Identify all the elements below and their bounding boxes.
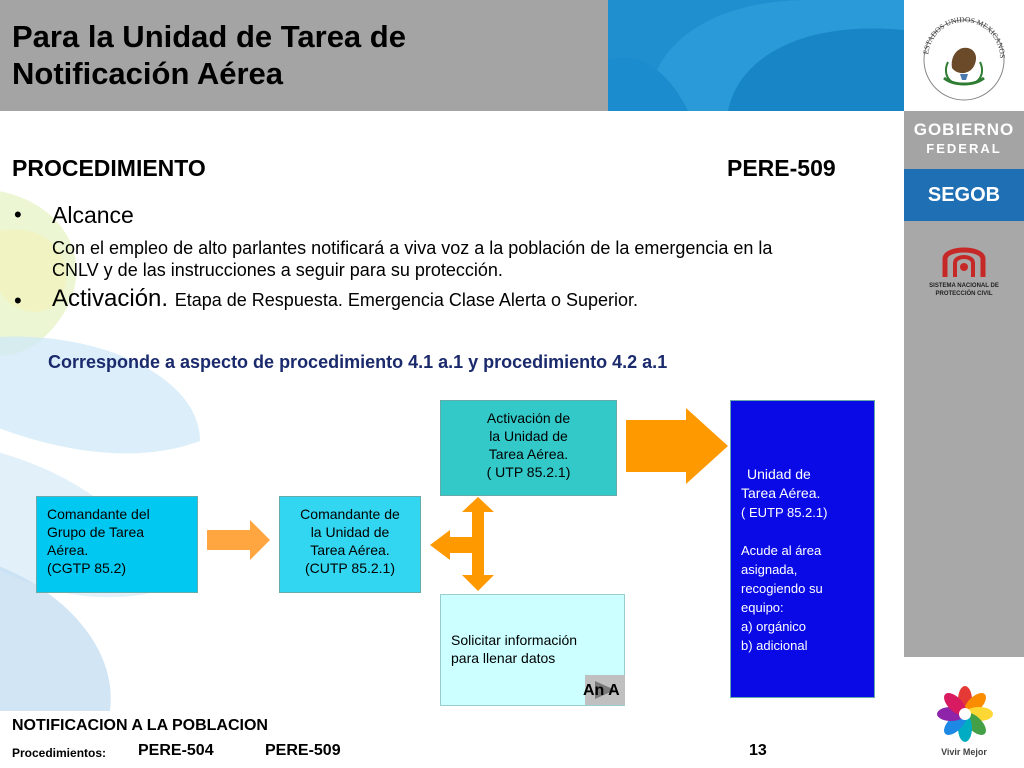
annex-a-label[interactable]: An A [583, 682, 620, 699]
eutp-desc: recogiendo su [741, 581, 823, 596]
bullet-dot-icon: • [14, 288, 22, 313]
footer-procedimientos-label: Procedimientos: [12, 746, 107, 760]
footer-link-pere-504[interactable]: PERE-504 [138, 742, 214, 759]
spacer [741, 522, 868, 541]
cutp-line: Comandante de [300, 506, 400, 522]
branch-arrow-icon [430, 497, 494, 591]
cutp-line: la Unidad de [310, 524, 390, 540]
vivir-mejor-logo [904, 657, 1024, 768]
corresponde-note: Corresponde a aspecto de procedimiento 4.1 a.1 y procedimiento 4.2 a.1 [48, 352, 668, 372]
segob-logo [904, 169, 1024, 221]
activacion-unidad-box [440, 400, 617, 496]
page-title-line1: Para la Unidad de Tarea de [12, 19, 406, 54]
eutp-code: ( EUTP 85.2.1) [741, 505, 828, 520]
solicitar-line: Solicitar información [451, 632, 578, 648]
cutp-line: (CUTP 85.2.1) [305, 560, 395, 576]
page-title-line2: Notificación Aérea [12, 56, 284, 91]
utp-line: Tarea Aérea. [488, 446, 569, 462]
eutp-desc: Acude al área [741, 543, 822, 558]
federal-label: FEDERAL [926, 141, 1002, 156]
alcance-text: Con el empleo de alto parlantes notificará a viva voz a la población de la emergencia en la CNLV y de las instrucciones a seguir para su protección. [52, 238, 773, 280]
mexico-seal-icon [914, 8, 1014, 104]
comandante-unidad-box [279, 496, 421, 593]
proteccion-civil-line1: SISTEMA NACIONAL DE [929, 283, 999, 289]
proteccion-civil-panel [904, 221, 1024, 657]
page-number: 13 [749, 742, 767, 759]
gobierno-federal-logo [904, 111, 1024, 169]
eutp-title1: Unidad de [747, 466, 811, 482]
vivir-mejor-label: Vivir Mejor [941, 747, 987, 757]
procedure-heading: PROCEDIMIENTO [12, 155, 206, 181]
eutp-equipment-list [741, 617, 868, 655]
cgtp-line: Comandante del [47, 506, 150, 522]
procedure-code: PERE-509 [727, 155, 836, 181]
gobierno-label: GOBIERNO [913, 120, 1015, 139]
comandante-grupo-box [36, 496, 198, 593]
list-item: b) adicional [741, 638, 808, 653]
bullet-dot-icon: • [14, 202, 22, 227]
solicitar-line: para llenar datos [451, 650, 556, 666]
proteccion-civil-icon [939, 241, 989, 281]
unidad-tarea-box [730, 400, 875, 698]
list-item: a) orgánico [741, 619, 807, 634]
cgtp-line: Grupo de Tarea [47, 524, 145, 540]
activacion-label: Activación. [52, 285, 169, 312]
proteccion-civil-line2: PROTECCIÓN CIVIL [935, 291, 993, 297]
arrow-right-icon [626, 408, 728, 484]
eutp-desc: equipo: [741, 600, 784, 615]
utp-line: Activación de [486, 410, 571, 426]
eutp-title2: Tarea Aérea. [741, 485, 821, 501]
footer-link-pere-509[interactable]: PERE-509 [265, 742, 341, 759]
vivir-mejor-flower-icon [936, 685, 994, 743]
eutp-desc: asignada, [741, 562, 798, 577]
alcance-label: Alcance [52, 202, 134, 228]
cutp-line: Tarea Aérea. [310, 542, 390, 558]
utp-line: la Unidad de [489, 428, 568, 444]
seal-text: ESTADOS UNIDOS MEXICANOS [921, 14, 1008, 59]
segob-label: SEGOB [927, 184, 1001, 206]
cgtp-line: Aérea. [47, 542, 89, 558]
activacion-text: Etapa de Respuesta. Emergencia Clase Alerta o Superior. [174, 290, 639, 310]
cgtp-line: (CGTP 85.2) [47, 560, 127, 576]
footer-title: NOTIFICACION A LA POBLACION [12, 717, 268, 734]
utp-line: ( UTP 85.2.1) [486, 464, 571, 480]
arrow-right-icon [207, 520, 270, 560]
